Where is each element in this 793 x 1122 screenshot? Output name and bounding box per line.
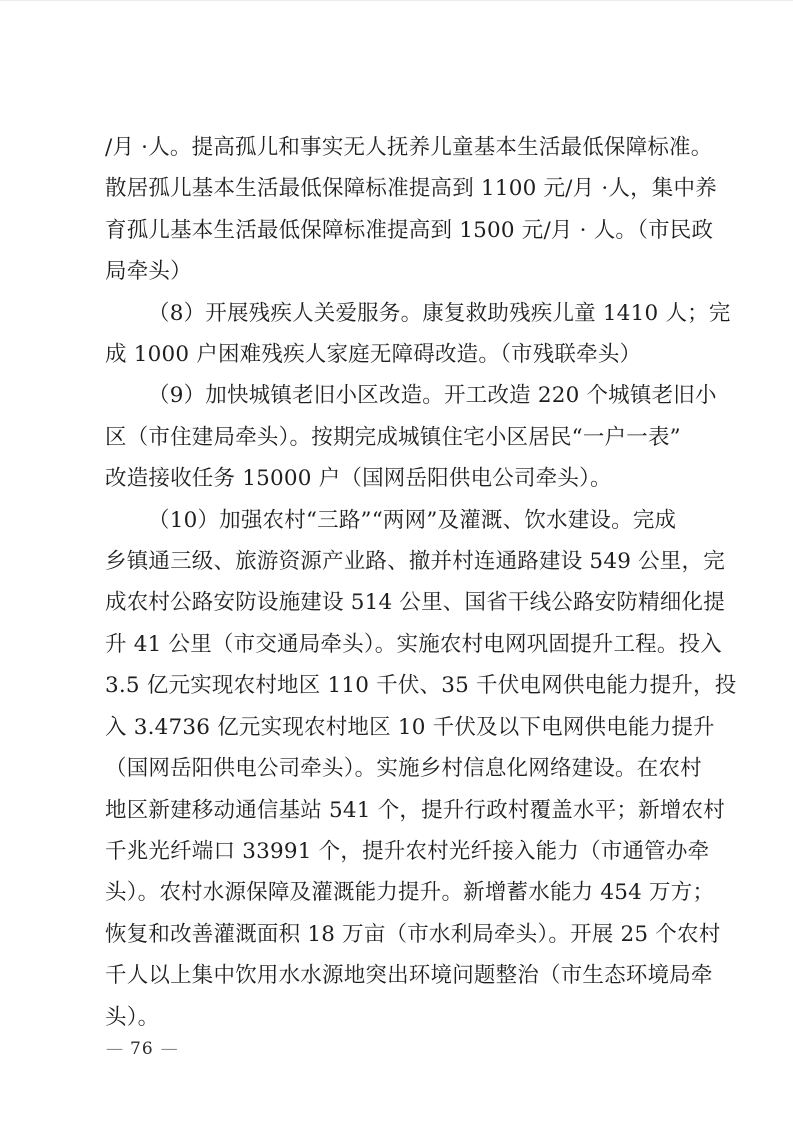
- document-line: 育孤儿基本生活最低保障标准提高到 1500 元/月 · 人。（市民政: [105, 217, 714, 243]
- footer-dash-right: —: [160, 1039, 178, 1059]
- document-line: 3.5 亿元实现农村地区 110 千伏、35 千伏电网供电能力提升，投: [105, 673, 737, 699]
- document-line: 成农村公路安防设施建设 514 公里、国省干线公路安防精细化提: [105, 590, 725, 616]
- document-line-item-10: （10）加强农村“三路”“两网”及灌溉、饮水建设。完成: [148, 507, 677, 533]
- document-line: 入 3.4736 亿元实现农村地区 10 千伏及以下电网供电能力提升: [105, 714, 715, 740]
- page-number: 76: [130, 1039, 154, 1059]
- document-line: 地区新建移动通信基站 541 个，提升行政村覆盖水平；新增农村: [105, 797, 725, 823]
- footer-dash-left: —: [106, 1039, 123, 1059]
- document-line-item-8: （8）开展残疾人关爱服务。康复救助残疾儿童 1410 人；完: [148, 300, 731, 326]
- document-line: 千兆光纤端口 33991 个，提升农村光纤接入能力（市通管办牵: [105, 838, 710, 864]
- document-line: （国网岳阳供电公司牵头）。实施乡村信息化网络建设。在农村: [105, 756, 702, 782]
- document-body: [105, 127, 737, 1038]
- document-line: 升 41 公里（市交通局牵头）。实施农村电网巩固提升工程。投入: [105, 631, 722, 657]
- document-line-item-9: （9）加快城镇老旧小区改造。开工改造 220 个城镇老旧小: [148, 383, 717, 409]
- document-line: 改造接收任务 15000 户（国网岳阳供电公司牵头）。: [105, 466, 612, 492]
- document-line: 局牵头）: [105, 259, 192, 285]
- document-line: 区（市住建局牵头）。按期完成城镇住宅小区居民“一户一表”: [105, 424, 681, 450]
- document-line: 头）。农村水源保障及灌溉能力提升。新增蓄水能力 454 万方；: [105, 880, 715, 906]
- document-line: 千人以上集中饮用水水源地突出环境问题整治（市生态环境局牵: [105, 963, 713, 989]
- document-line: 乡镇通三级、旅游资源产业路、撤并村连通路建设 549 公里，完: [105, 549, 725, 575]
- page-footer: [106, 1037, 178, 1061]
- document-line: 恢复和改善灌溉面积 18 万亩（市水利局牵头）。开展 25 个农村: [105, 921, 721, 947]
- document-line: 头）。: [105, 1004, 160, 1030]
- document-line: 成 1000 户困难残疾人家庭无障碍改造。（市残联牵头）: [105, 342, 642, 368]
- document-line: /月 ·人。提高孤儿和事实无人抚养儿童基本生活最低保障标准。: [105, 135, 713, 160]
- document-line: 散居孤儿基本生活最低保障标准提高到 1100 元/月 ·人，集中养: [105, 176, 717, 202]
